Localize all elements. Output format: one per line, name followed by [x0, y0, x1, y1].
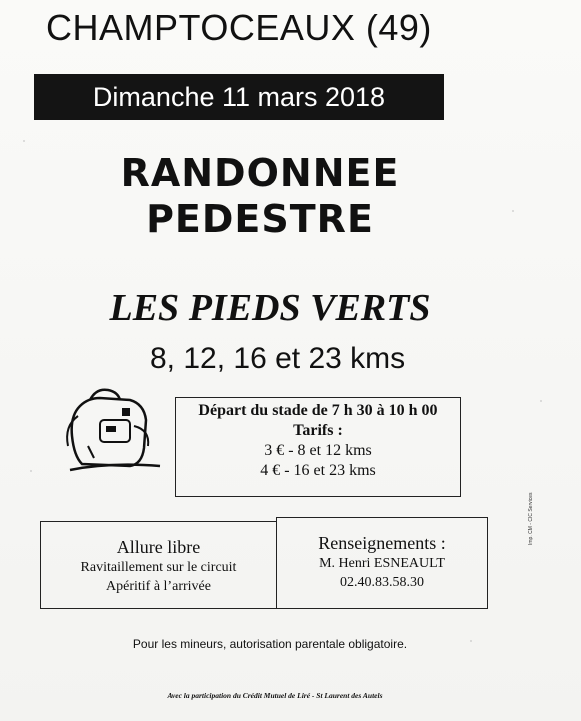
event-title-line1: RANDONNEE — [120, 151, 400, 195]
minors-notice: Pour les mineurs, autorisation parentale obligatoire. — [132, 637, 408, 651]
contact-phone: 02.40.83.58.30 — [340, 575, 424, 590]
pace-box — [40, 521, 277, 609]
departure-info: Départ du stade de 7 h 30 à 10 h 00 — [198, 402, 438, 419]
event-title-line2: PEDESTRE — [146, 197, 374, 241]
tarif-line: 3 € - 8 et 12 kms — [264, 442, 372, 459]
contact-name: M. Henri ESNEAULT — [319, 556, 445, 571]
event-date: Dimanche 11 mars 2018 — [92, 81, 386, 112]
pace-heading: Allure libre — [116, 537, 201, 557]
departure-tarifs-box — [175, 397, 461, 497]
paper-speck — [23, 140, 25, 142]
tarif-line: 4 € - 16 et 23 kms — [260, 462, 376, 479]
town-heading: CHAMPTOCEAUX (49) — [46, 7, 432, 48]
backpack-icon — [60, 386, 168, 474]
printer-imprint: Imp. CM - CIC Services — [528, 492, 534, 545]
event-title — [70, 150, 450, 242]
distances: 8, 12, 16 et 23 kms — [150, 342, 406, 375]
paper-speck — [30, 470, 32, 472]
date-banner — [34, 74, 444, 120]
tarifs-label: Tarifs : — [293, 422, 343, 439]
paper-speck — [512, 210, 514, 212]
paper-speck — [540, 400, 542, 402]
refreshment-info: Ravitaillement sur le circuit — [80, 560, 237, 575]
organizer-name: LES PIEDS VERTS — [109, 287, 431, 329]
sponsor-footer: Avec la participation du Crédit Mutuel de Liré - St Laurent des Autels — [167, 691, 383, 700]
paper-speck — [470, 640, 472, 642]
contact-box — [276, 517, 488, 609]
aperitif-info: Apéritif à l’arrivée — [106, 579, 211, 594]
contact-heading: Renseignements : — [318, 533, 446, 553]
